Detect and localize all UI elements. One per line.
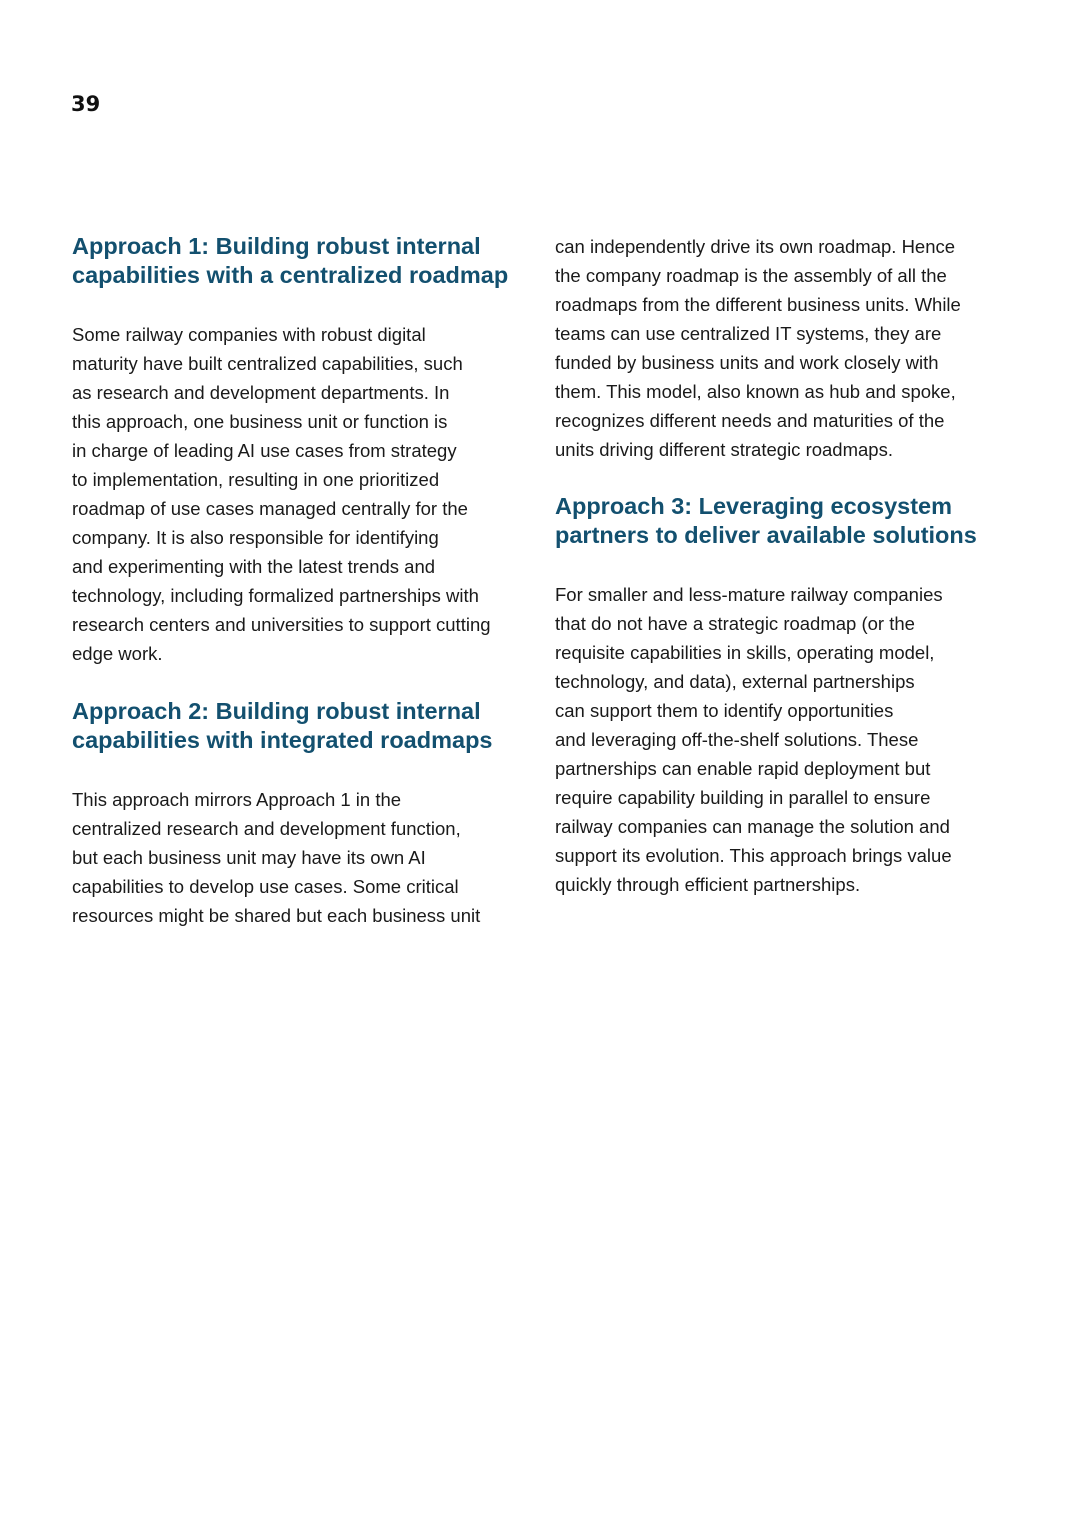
approach-3-body [555,580,1000,899]
body-line: the company roadmap is the assembly of all the [555,265,947,286]
body-line: research centers and universities to support cutting [72,614,491,635]
body-line: roadmaps from the different business units. While [555,294,961,315]
body-line: maturity have built centralized capabilities, such [72,353,463,374]
body-line: centralized research and development function, [72,818,461,839]
body-line: resources might be shared but each business unit [72,905,481,926]
body-line: this approach, one business unit or function is [72,411,448,432]
body-line: but each business unit may have its own AI [72,847,426,868]
approach-1-heading [72,232,528,290]
body-line: that do not have a strategic roadmap (or the [555,613,915,634]
body-line: railway companies can manage the solution and [555,816,950,837]
body-line: technology, and data), external partnerships [555,671,915,692]
body-line: edge work. [72,643,163,664]
heading-line: Approach 2: Building robust internal [72,698,481,724]
body-line: support its evolution. This approach brings value [555,845,952,866]
body-line: teams can use centralized IT systems, they are [555,323,942,344]
approach-2-heading [72,697,528,755]
body-line: company. It is also responsible for identifying [72,527,439,548]
heading-line: capabilities with a centralized roadmap [72,262,509,288]
body-line: This approach mirrors Approach 1 in the [72,789,402,810]
body-line: roadmap of use cases managed centrally for the [72,498,468,519]
page-number: 39 [71,92,101,116]
body-line: can support them to identify opportunities [555,700,894,721]
body-line: can independently drive its own roadmap. Hence [555,236,956,257]
body-line: require capability building in parallel to ensure [555,787,931,808]
approach-2-body-part-2 [555,232,1000,464]
body-line: funded by business units and work closely with [555,352,939,373]
body-line: as research and development departments. In [72,382,450,403]
approach-1-body [72,320,528,668]
approach-3-heading [555,492,1000,550]
body-line: to implementation, resulting in one prioritized [72,469,440,490]
approach-2-body-part-1 [72,785,528,930]
heading-line: capabilities with integrated roadmaps [72,727,493,753]
heading-line: partners to deliver available solutions [555,522,977,548]
body-line: quickly through efficient partnerships. [555,874,861,895]
body-line: in charge of leading AI use cases from strategy [72,440,457,461]
body-line: capabilities to develop use cases. Some critical [72,876,459,897]
heading-line: Approach 1: Building robust internal [72,233,481,259]
heading-line: Approach 3: Leveraging ecosystem [555,493,953,519]
body-line: technology, including formalized partnerships with [72,585,479,606]
body-line: requisite capabilities in skills, operating model, [555,642,935,663]
body-line: For smaller and less-mature railway companies [555,584,943,605]
body-line: partnerships can enable rapid deployment but [555,758,931,779]
body-line: and experimenting with the latest trends and [72,556,436,577]
body-line: Some railway companies with robust digital [72,324,426,345]
left-column [72,232,528,930]
body-line: recognizes different needs and maturities of the [555,410,945,431]
body-line: units driving different strategic roadmaps. [555,439,893,460]
body-line: and leveraging off-the-shelf solutions. These [555,729,919,750]
body-line: them. This model, also known as hub and spoke, [555,381,956,402]
right-column [555,232,1000,899]
